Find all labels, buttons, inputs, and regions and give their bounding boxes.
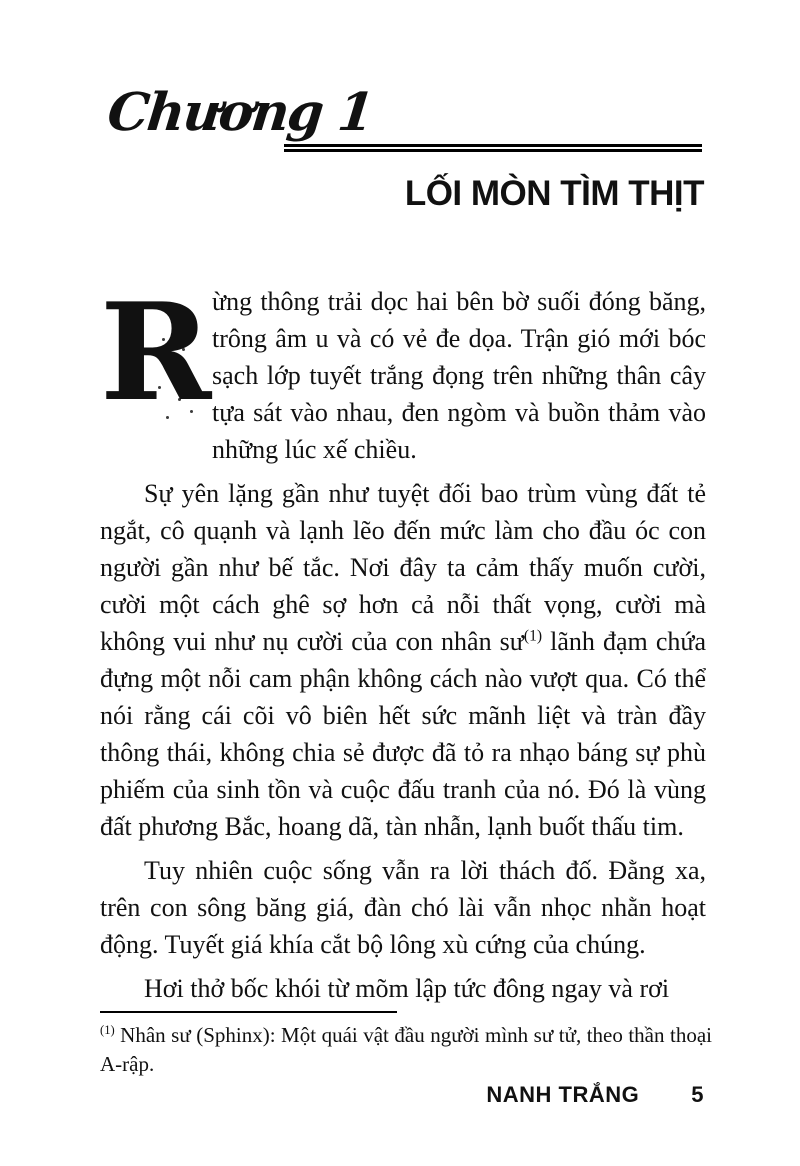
- paragraph-4: Hơi thở bốc khói từ mõm lập tức đông ngay và rơi: [144, 974, 670, 1003]
- paragraph-1-text: ừng thông trải dọc hai bên bờ suối đóng băng, trông âm u và có vẻ đe dọa. Trận gió mới bóc sạch lớp tuyết trắng đọng trên những thân cây tựa sát vào nhau, đen ngòm và buồn thảm vào những lúc xế chiều.: [212, 287, 706, 464]
- footnote-text: Nhân sư (Sphinx): Một quái vật đầu người mình sư tử, theo thần thoại A-rập.: [100, 1023, 712, 1076]
- paragraph-2-text-after-ref: lãnh đạm chứa đựng một nỗi cam phận không cách nào vượt qua. Có thể nói rằng cái cõi vô biên hết sức mãnh liệt và tràn đầy thông thái, không chia sẻ được đã tỏ ra nhạo báng sự phù phiếm của sinh tồn và cuộc đấu tranh của nó. Đó là vùng đất phương Bắc, hoang dã, tàn nhẫn, lạnh buốt thấu tim.: [100, 627, 706, 841]
- footnote-separator-rule: [100, 1011, 397, 1013]
- chapter-double-rule: [284, 144, 702, 152]
- running-footer: [100, 1082, 704, 1108]
- drop-cap-letter: R: [100, 273, 212, 431]
- page-number: 5: [691, 1082, 704, 1107]
- footnote-reference-mark: (1): [523, 627, 543, 645]
- paragraph-1: [100, 273, 706, 468]
- footnote-ref-mark: (1): [100, 1023, 115, 1037]
- paragraph-2-text-before-ref: Sự yên lặng gần như tuyệt đối bao trùm vùng đất tẻ ngắt, cô quạnh và lạnh lẽo đến mức làm cho đầu óc con người gần như bế tắc. Nơi đây ta cảm thấy muốn cười, cười một cách ghê sợ hơn cả nỗi thất vọng, cười mà không vui như nụ cười của con nhân sư: [100, 479, 706, 656]
- footer-book-title: NANH TRẮNG: [486, 1082, 640, 1107]
- chapter-heading-script: Chương 1: [104, 82, 376, 143]
- paragraph-3: Tuy nhiên cuộc sống vẫn ra lời thách đố. Đằng xa, trên con sông băng giá, đàn chó lài vẫn nhọc nhằn hoạt động. Tuyết giá khía cắt bộ lông xù cứng của chúng.: [100, 856, 706, 959]
- footnote: [100, 1021, 712, 1079]
- chapter-title: LỐI MÒN TÌM THỊT: [404, 174, 704, 213]
- paragraph-2: [100, 475, 706, 845]
- body-text: [100, 273, 706, 1014]
- drop-cap: [100, 273, 212, 434]
